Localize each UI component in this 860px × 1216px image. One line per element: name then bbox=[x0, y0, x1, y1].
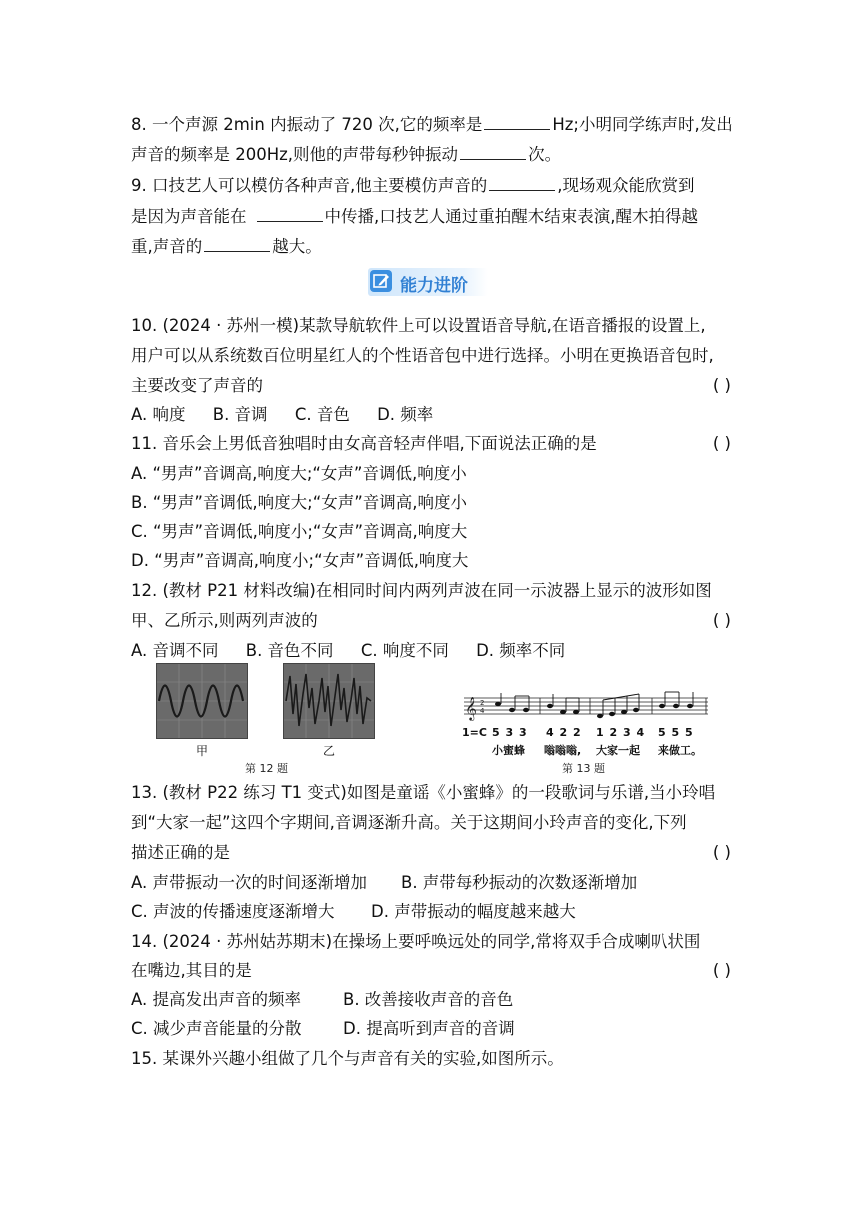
lyrics-group-1: 小蜜蜂 bbox=[492, 744, 525, 757]
waveform-yi bbox=[284, 664, 374, 738]
oscilloscope-jia bbox=[156, 663, 248, 739]
q9-text-2b: 中传播,口技艺人通过重拍醒木结束表演,醒木拍得越 bbox=[324, 207, 698, 226]
q12-option-d[interactable]: D. 频率不同 bbox=[476, 641, 566, 660]
q11-option-d[interactable]: D. “男声”音调高,响度小;“女声”音调低,响度大 bbox=[131, 551, 469, 570]
svg-text:𝄞: 𝄞 bbox=[465, 696, 477, 720]
q13-line-3 bbox=[131, 842, 731, 864]
q9-line-2 bbox=[131, 206, 731, 228]
q11-line-1 bbox=[131, 433, 731, 455]
q13-option-a[interactable]: A. 声带振动一次的时间逐渐增加 bbox=[131, 873, 367, 892]
q11-text-1: 11. 音乐会上男低音独唱时由女高音轻声伴唱,下面说法正确的是 bbox=[131, 434, 597, 453]
q12-option-a[interactable]: A. 音调不同 bbox=[131, 641, 219, 660]
q12-answer-paren[interactable]: ( ) bbox=[712, 611, 731, 630]
lyrics-group-4: 来做工。 bbox=[658, 744, 702, 757]
q14-option-d[interactable]: D. 提高听到声音的音调 bbox=[343, 1019, 515, 1038]
section-title: 能力进阶 bbox=[400, 276, 468, 296]
key-signature: 1=C bbox=[462, 726, 487, 739]
q8-blank-1[interactable] bbox=[484, 115, 550, 130]
q10-line-2: 用户可以从系统数百位明星红人的个性语音包中进行选择。小明在更换语音包时, bbox=[131, 346, 714, 365]
q12-options bbox=[131, 640, 731, 662]
q12-option-b[interactable]: B. 音色不同 bbox=[245, 641, 334, 660]
q10-option-a[interactable]: A. 响度 bbox=[131, 405, 186, 424]
q10-text-3: 主要改变了声音的 bbox=[131, 376, 263, 395]
fig12-label-yi: 乙 bbox=[323, 744, 336, 758]
q11-option-c[interactable]: C. “男声”音调低,响度小;“女声”音调高,响度大 bbox=[131, 522, 468, 541]
pencil-icon bbox=[370, 270, 392, 292]
q14-options-ab bbox=[131, 989, 731, 1011]
q10-line-3 bbox=[131, 375, 731, 397]
notes-group-3: 1 2 3 4 bbox=[596, 726, 646, 739]
fig12-label-jia: 甲 bbox=[196, 744, 209, 758]
svg-text:2: 2 bbox=[480, 699, 485, 707]
q9-line-1 bbox=[131, 175, 731, 197]
q14-option-b[interactable]: B. 改善接收声音的音色 bbox=[343, 990, 514, 1009]
section-banner bbox=[368, 266, 488, 296]
svg-text:4: 4 bbox=[480, 707, 485, 715]
q12-option-c[interactable]: C. 响度不同 bbox=[360, 641, 449, 660]
q9-blank-3[interactable] bbox=[204, 237, 270, 252]
lyrics-group-3: 大家一起 bbox=[596, 744, 640, 757]
waveform-jia bbox=[157, 664, 247, 738]
q10-option-b[interactable]: B. 音调 bbox=[212, 405, 268, 424]
lyrics-group-2: 嗡嗡嗡, bbox=[544, 744, 582, 757]
q13-option-d[interactable]: D. 声带振动的幅度越来越大 bbox=[371, 902, 576, 921]
notes-group-4: 5 5 5 bbox=[658, 726, 694, 739]
q10-line-1: 10. (2024 · 苏州一模)某款导航软件上可以设置语音导航,在语音播报的设置上, bbox=[131, 316, 706, 335]
music-score bbox=[462, 690, 712, 760]
q9-text-3b: 越大。 bbox=[272, 237, 322, 256]
notes-group-2: 4 2 2 bbox=[546, 726, 582, 739]
q8-text-1b: Hz;小明同学练声时,发出 bbox=[552, 115, 733, 134]
q13-answer-paren[interactable]: ( ) bbox=[712, 843, 731, 862]
q14-options-cd bbox=[131, 1018, 731, 1040]
q8-text-1a: 8. 一个声源 2min 内振动了 720 次,它的频率是 bbox=[131, 115, 483, 134]
q12-line-2 bbox=[131, 610, 731, 632]
q11-answer-paren[interactable]: ( ) bbox=[712, 434, 731, 453]
q13-line-2: 到“大家一起”这四个字期间,音调逐渐升高。关于这期间小玲声音的变化,下列 bbox=[131, 813, 687, 832]
q8-text-2a: 声音的频率是 200Hz,则他的声带每秒钟振动 bbox=[131, 145, 459, 164]
q14-line-2 bbox=[131, 960, 731, 982]
q13-options-ab bbox=[131, 872, 731, 894]
q14-text-2: 在嘴边,其目的是 bbox=[131, 961, 252, 980]
q11-option-b[interactable]: B. “男声”音调低,响度大;“女声”音调高,响度小 bbox=[131, 493, 468, 512]
q9-blank-1[interactable] bbox=[489, 176, 555, 191]
q13-option-c[interactable]: C. 声波的传播速度逐渐增大 bbox=[131, 902, 335, 921]
q13-option-b[interactable]: B. 声带每秒振动的次数逐渐增加 bbox=[401, 873, 638, 892]
q9-text-3a: 重,声音的 bbox=[131, 237, 203, 256]
q8-blank-2[interactable] bbox=[460, 145, 526, 160]
q13-line-1: 13. (教材 P22 练习 T1 变式)如图是童谣《小蜜蜂》的一段歌词与乐谱,当小玲唱 bbox=[131, 783, 716, 802]
q9-text-1b: ,现场观众能欣赏到 bbox=[557, 176, 695, 195]
q14-answer-paren[interactable]: ( ) bbox=[712, 961, 731, 980]
q12-line-1: 12. (教材 P21 材料改编)在相同时间内两列声波在同一示波器上显示的波形如图 bbox=[131, 581, 712, 600]
q9-text-1a: 9. 口技艺人可以模仿各种声音,他主要模仿声音的 bbox=[131, 176, 488, 195]
q8-line-2 bbox=[131, 144, 731, 166]
q10-answer-paren[interactable]: ( ) bbox=[712, 376, 731, 395]
q8-line-1 bbox=[131, 114, 731, 136]
q14-option-a[interactable]: A. 提高发出声音的频率 bbox=[131, 990, 301, 1009]
oscilloscope-yi bbox=[283, 663, 375, 739]
notes-group-1: 5 3 3 bbox=[492, 726, 528, 739]
q15-line-1: 15. 某课外兴趣小组做了几个与声音有关的实验,如图所示。 bbox=[131, 1049, 564, 1068]
q8-text-2b: 次。 bbox=[528, 145, 562, 164]
fig13-caption: 第 13 题 bbox=[562, 762, 605, 775]
q14-option-c[interactable]: C. 减少声音能量的分散 bbox=[131, 1019, 302, 1038]
q10-option-c[interactable]: C. 音色 bbox=[294, 405, 350, 424]
q13-text-3: 描述正确的是 bbox=[131, 843, 230, 862]
q13-options-cd bbox=[131, 901, 731, 923]
q14-line-1: 14. (2024 · 苏州姑苏期末)在操场上要呼唤远处的同学,常将双手合成喇叭状围 bbox=[131, 932, 701, 951]
q10-option-d[interactable]: D. 频率 bbox=[377, 405, 434, 424]
staff-notation bbox=[462, 690, 712, 724]
q11-option-a[interactable]: A. “男声”音调高,响度大;“女声”音调低,响度小 bbox=[131, 464, 467, 483]
q9-text-2a: 是因为声音能在 bbox=[131, 207, 247, 226]
q12-text-2: 甲、乙所示,则两列声波的 bbox=[131, 611, 318, 630]
fig12-caption: 第 12 题 bbox=[245, 762, 288, 775]
q9-line-3 bbox=[131, 236, 731, 258]
q9-blank-2[interactable] bbox=[257, 207, 323, 222]
q10-options bbox=[131, 404, 731, 426]
